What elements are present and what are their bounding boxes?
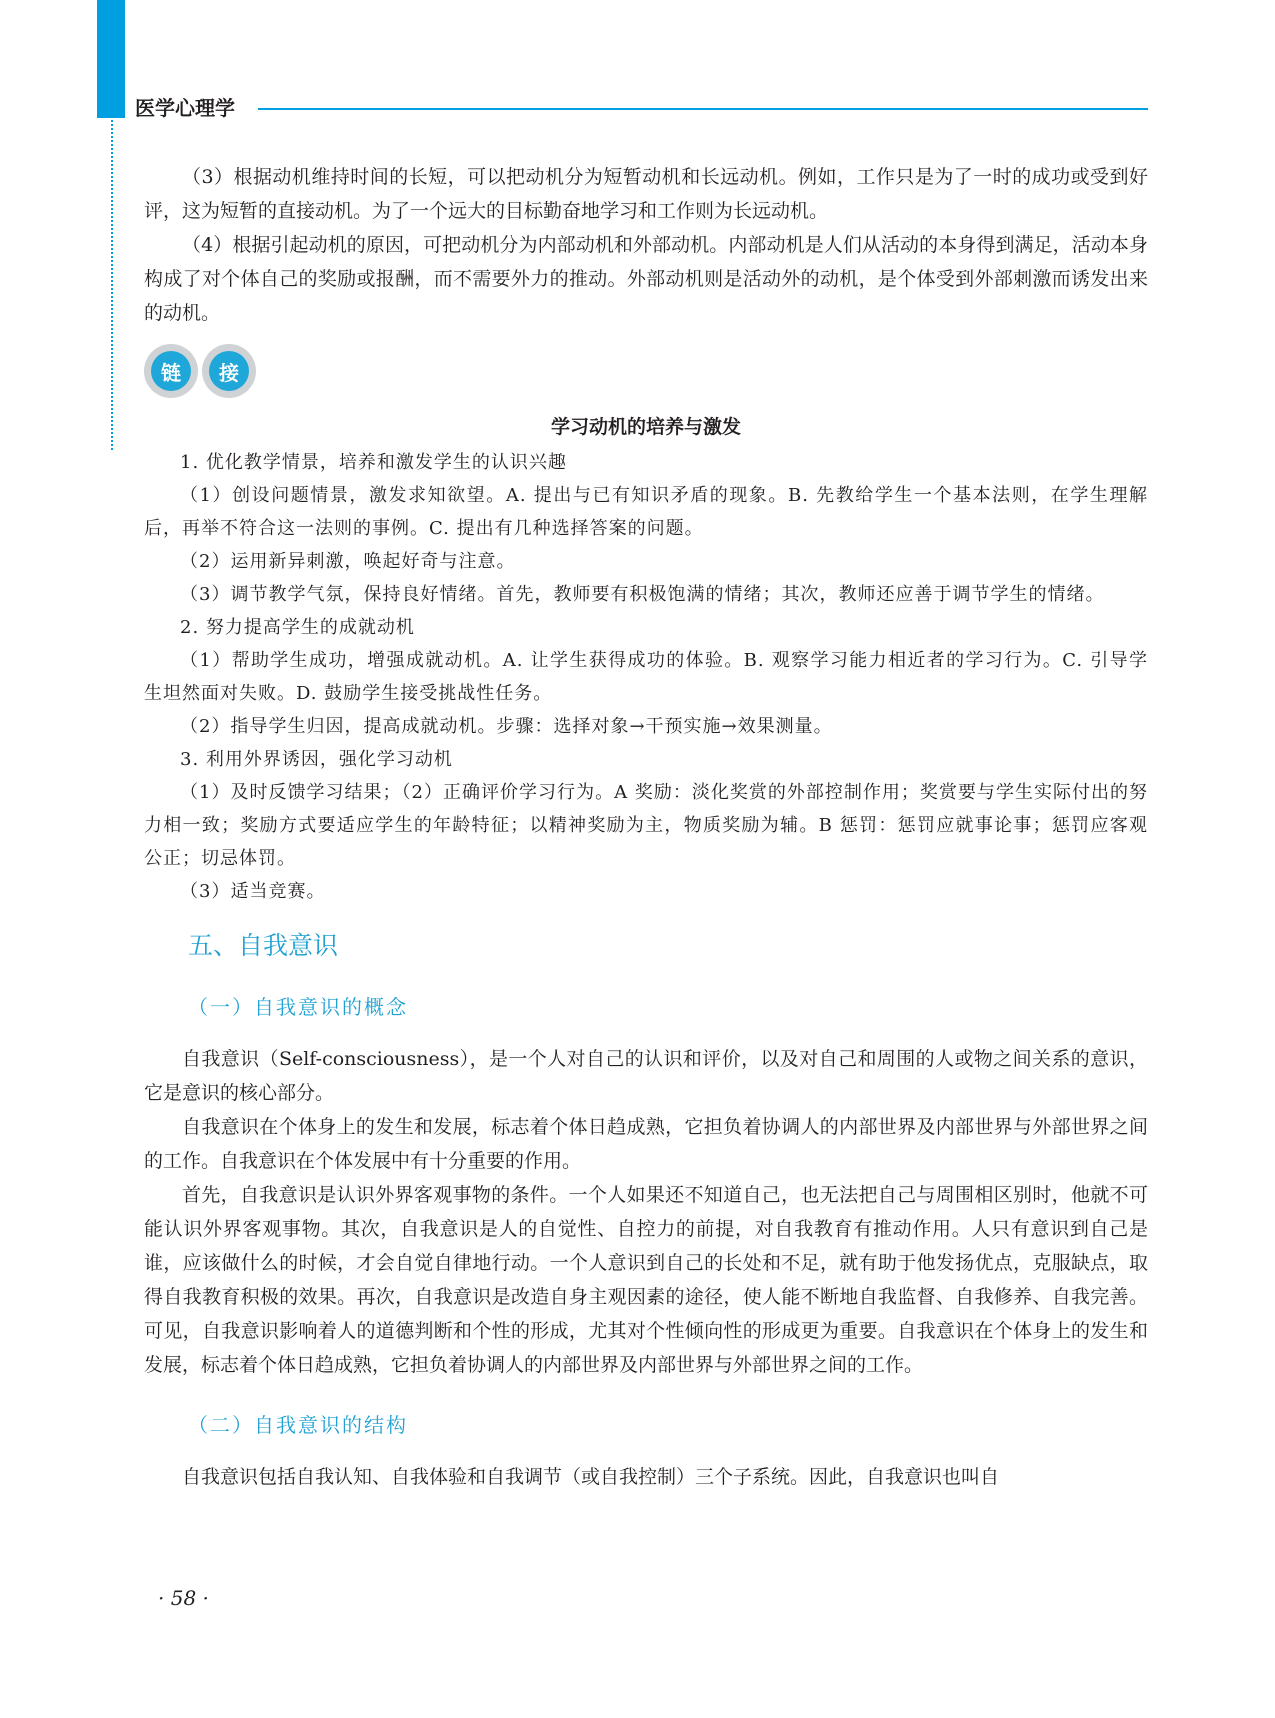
side-dotted-line [111, 120, 113, 450]
link-badges [144, 344, 1148, 398]
link-box-line: （3）适当竞赛。 [180, 881, 326, 902]
page-number: · 58 · [158, 1586, 209, 1610]
side-color-bar [97, 0, 125, 118]
link-badge-char: 链 [151, 351, 191, 391]
link-box-line: 1. 优化教学情景，培养和激发学生的认识兴趣 [180, 452, 567, 473]
link-badge-char: 接 [209, 351, 249, 391]
link-box-title: 学习动机的培养与激发 [550, 416, 741, 438]
subsection-heading: （一）自我意识的概念 [188, 995, 408, 1019]
link-box-line: （1）及时反馈学习结果；（2）正确评价学习行为。A 奖励：淡化奖赏的外部控制作用；奖赏要与学生实际付出的努力相一致；奖励方式要适应学生的年龄特征；以精神奖励为主，物质奖励为辅。B 惩罚：惩罚应就事论事；惩罚应客观公正；切忌体罚。 [144, 782, 1148, 869]
paragraph: 自我意识包括自我认知、自我体验和自我调节（或自我控制）三个子系统。因此，自我意识也叫自 [182, 1466, 1000, 1488]
link-badge [202, 344, 256, 398]
section-heading: 五、自我意识 [188, 931, 339, 960]
paragraph: （4）根据引起动机的原因，可把动机分为内部动机和外部动机。内部动机是人们从活动的本身得到满足，活动本身构成了对个体自己的奖励或报酬，而不需要外力的推动。外部动机则是活动外的动机，是个体受到外部刺激而诱发出来的动机。 [144, 234, 1148, 324]
link-box-line: （3）调节教学气氛，保持良好情绪。首先，教师要有积极饱满的情绪；其次，教师还应善于调节学生的情绪。 [180, 584, 1105, 605]
paragraph: （3）根据动机维持时间的长短，可以把动机分为短暂动机和长远动机。例如，工作只是为了一时的成功或受到好评，这为短暂的直接动机。为了一个远大的目标勤奋地学习和工作则为长远动机。 [144, 166, 1148, 222]
link-badge [144, 344, 198, 398]
link-box-line: 2. 努力提高学生的成就动机 [180, 617, 415, 638]
link-box [144, 410, 1148, 908]
page-content [144, 160, 1148, 1494]
link-box-line: 3. 利用外界诱因，强化学习动机 [180, 749, 453, 770]
link-box-line: （2）运用新异刺激，唤起好奇与注意。 [180, 551, 516, 572]
link-box-line: （1）帮助学生成功，增强成就动机。A. 让学生获得成功的体验。B. 观察学习能力相近者的学习行为。C. 引导学生坦然面对失败。D. 鼓励学生接受挑战性任务。 [144, 650, 1148, 704]
header-rule [258, 108, 1148, 110]
paragraph: 自我意识在个体身上的发生和发展，标志着个体日趋成熟，它担负着协调人的内部世界及内部世界与外部世界之间的工作。自我意识在个体发展中有十分重要的作用。 [144, 1116, 1148, 1172]
link-box-line: （1）创设问题情景，激发求知欲望。A. 提出与已有知识矛盾的现象。B. 先教给学生一个基本法则，在学生理解后，再举不符合这一法则的事例。C. 提出有几种选择答案的问题。 [144, 485, 1148, 539]
subsection-heading: （二）自我意识的结构 [188, 1413, 408, 1437]
paragraph: 首先，自我意识是认识外界客观事物的条件。一个人如果还不知道自己，也无法把自己与周围相区别时，他就不可能认识外界客观事物。其次，自我意识是人的自觉性、自控力的前提，对自我教育有推动作用。人只有意识到自己是谁，应该做什么的时候，才会自觉自律地行动。一个人意识到自己的长处和不足，就有助于他发扬优点，克服缺点，取得自我教育积极的效果。再次，自我意识是改造自身主观因素的途径，使人能不断地自我监督、自我修养、自我完善。可见，自我意识影响着人的道德判断和个性的形成，尤其对个性倾向性的形成更为重要。自我意识在个体身上的发生和发展，标志着个体日趋成熟，它担负着协调人的内部世界及内部世界与外部世界之间的工作。 [144, 1184, 1148, 1376]
link-box-line: （2）指导学生归因，提高成就动机。步骤：选择对象→干预实施→效果测量。 [180, 716, 833, 737]
paragraph: 自我意识（Self-consciousness），是一个人对自己的认识和评价，以及对自己和周围的人或物之间关系的意识，它是意识的核心部分。 [144, 1048, 1148, 1104]
running-title: 医学心理学 [135, 96, 235, 120]
